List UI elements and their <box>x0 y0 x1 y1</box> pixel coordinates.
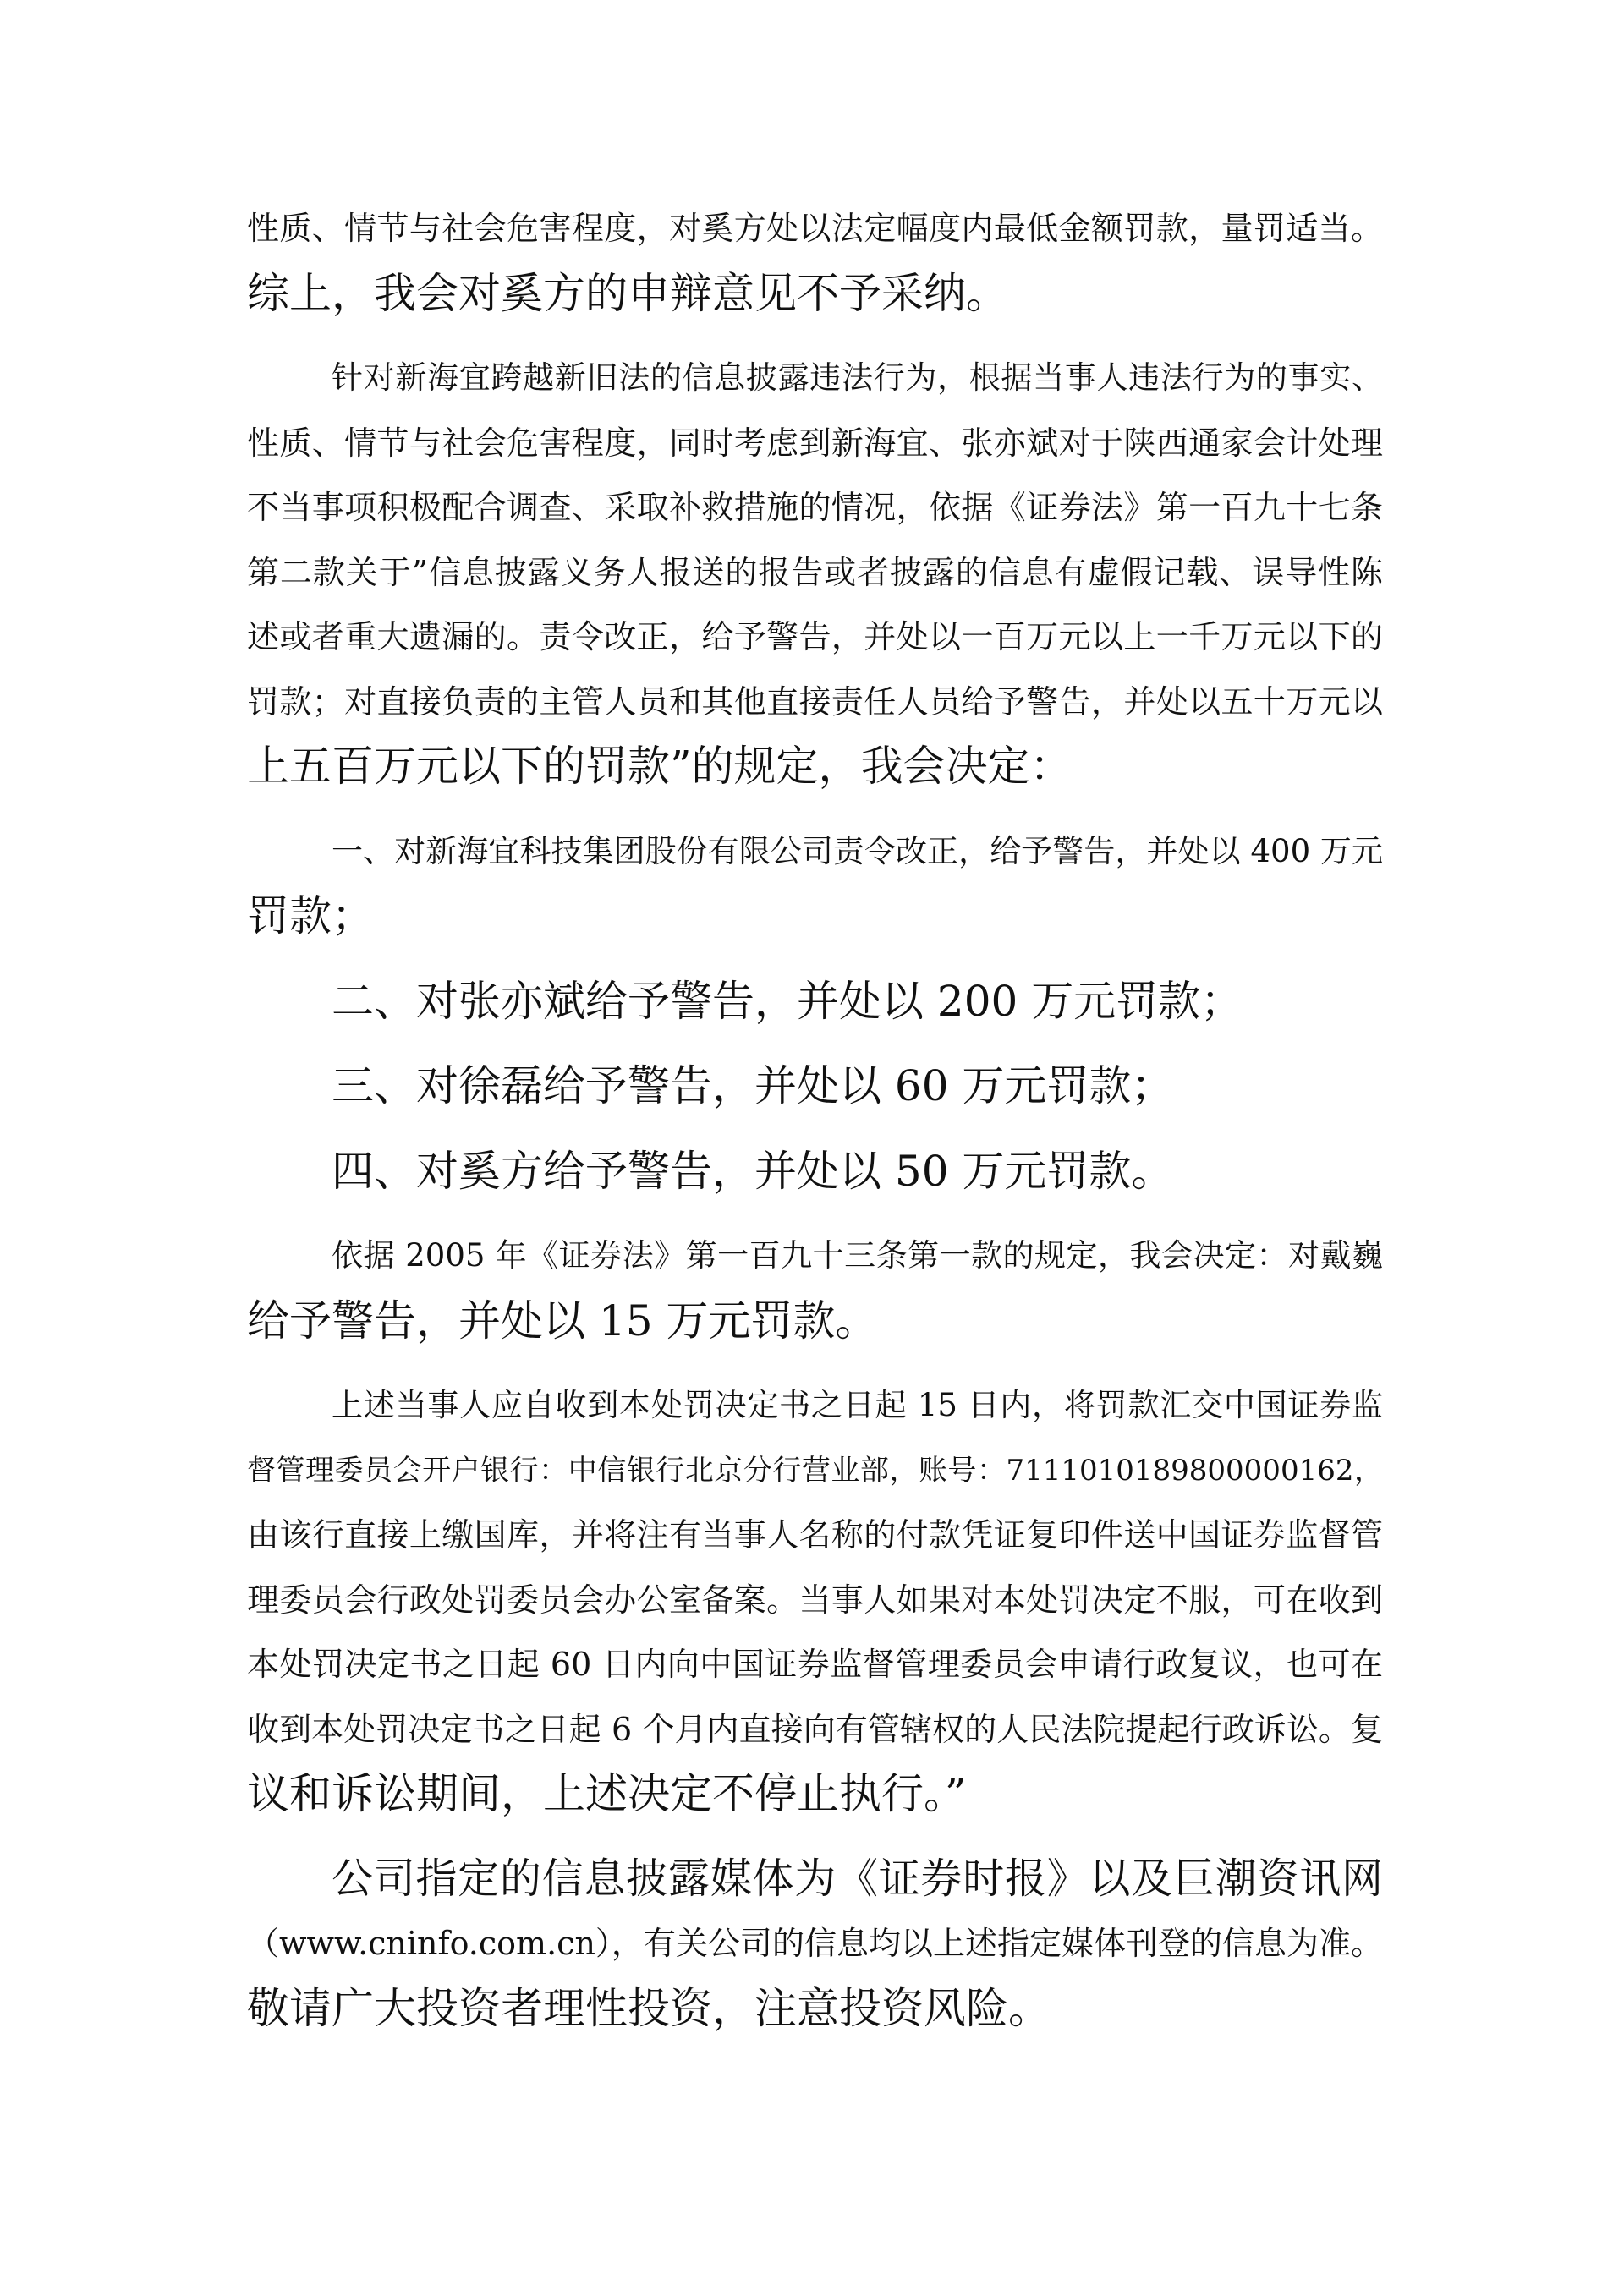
text-line: 罚款； <box>247 891 374 940</box>
text-line: 议和诉讼期间，上述决定不停止执行。” <box>247 1769 967 1818</box>
text-line: 一、对新海宜科技集团股份有限公司责令改正，给予警告，并处以 400 万元 <box>332 832 1383 869</box>
text-line: 四、对奚方给予警告，并处以 50 万元罚款。 <box>332 1146 1174 1196</box>
paragraph <box>247 1054 1383 1119</box>
text-line: 第二款关于”信息披露义务人报送的报告或者披露的信息有虚假记载、误导性陈 <box>247 553 1383 591</box>
text-line: 公司指定的信息披露媒体为《证券时报》以及巨潮资讯网 <box>332 1854 1383 1903</box>
paragraph <box>247 196 1383 326</box>
text-line: 理委员会行政处罚委员会办公室备案。当事人如果对本处罚决定不服，可在收到 <box>247 1581 1383 1619</box>
paragraph <box>247 969 1383 1034</box>
text-line: （www.cninfo.com.cn），有关公司的信息均以上述指定媒体刊登的信息为准。 <box>247 1925 1383 1962</box>
paragraph <box>247 1847 1383 2041</box>
text-line: 督管理委员会开户银行：中信银行北京分行营业部，账号：7111010189800000162， <box>247 1453 1383 1488</box>
text-line: 收到本处罚决定书之日起 6 个月内直接向有管辖权的人民法院提起行政诉讼。复 <box>247 1710 1383 1748</box>
text-line: 依据 2005 年《证券法》第一百九十三条第一款的规定，我会决定：对戴巍 <box>332 1237 1383 1274</box>
text-line: 性质、情节与社会危害程度，同时考虑到新海宜、张亦斌对于陕西通家会计处理 <box>247 424 1383 462</box>
text-line: 性质、情节与社会危害程度，对奚方处以法定幅度内最低金额罚款，量罚适当。 <box>247 210 1383 247</box>
text-line: 针对新海宜跨越新旧法的信息披露违法行为，根据当事人违法行为的事实、 <box>332 359 1383 396</box>
text-line: 敬请广大投资者理性投资，注意投资风险。 <box>247 1983 1051 2033</box>
text-line: 不当事项积极配合调查、采取补救措施的情况，依据《证券法》第一百九十七条 <box>247 489 1383 526</box>
text-line: 本处罚决定书之日起 60 日内向中国证券监督管理委员会申请行政复议，也可在 <box>247 1646 1383 1683</box>
paragraph <box>247 1224 1383 1353</box>
text-line: 罚款；对直接负责的主管人员和其他直接责任人员给予警告，并处以五十万元以 <box>247 682 1383 721</box>
text-line: 上述当事人应自收到本处罚决定书之日起 15 日内，将罚款汇交中国证券监 <box>332 1387 1383 1423</box>
text-line: 二、对张亦斌给予警告，并处以 200 万元罚款； <box>332 976 1243 1026</box>
paragraph <box>247 1373 1383 1827</box>
paragraph <box>247 346 1383 799</box>
text-line: 上五百万元以下的罚款”的规定，我会决定： <box>247 742 1073 791</box>
document-page <box>247 196 1383 2061</box>
text-line: 综上，我会对奚方的申辩意见不予采纳。 <box>247 268 1008 318</box>
paragraph <box>247 1139 1383 1204</box>
text-line: 由该行直接上缴国库，并将注有当事人名称的付款凭证复印件送中国证券监督管 <box>247 1516 1383 1553</box>
text-line: 给予警告，并处以 15 万元罚款。 <box>247 1296 878 1345</box>
text-line: 三、对徐磊给予警告，并处以 60 万元罚款； <box>332 1061 1174 1110</box>
paragraph <box>247 819 1383 949</box>
text-line: 述或者重大遗漏的。责令改正，给予警告，并处以一百万元以上一千万元以下的 <box>247 618 1383 655</box>
